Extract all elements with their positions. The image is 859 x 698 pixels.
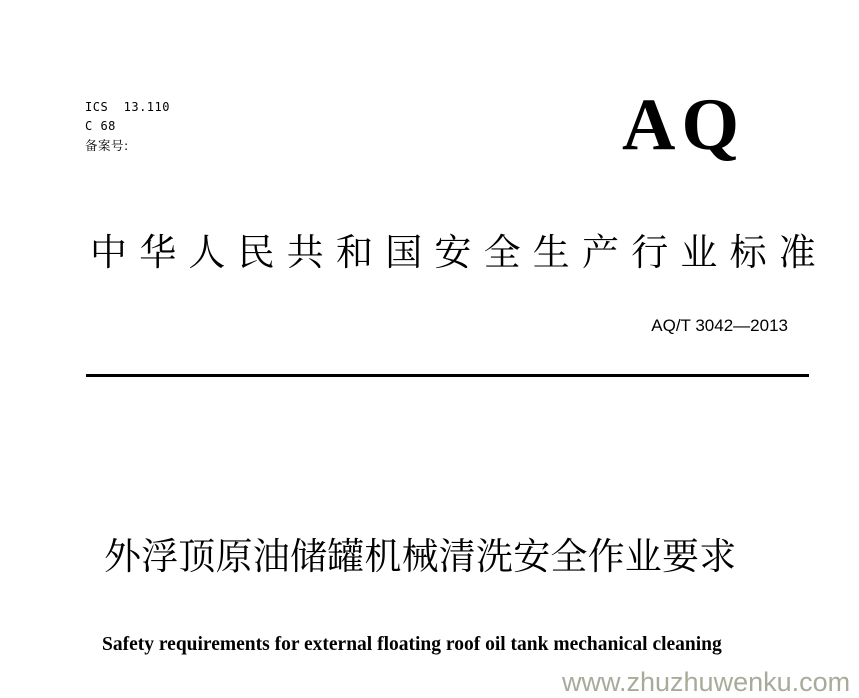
document-title-english: Safety requirements for external floating roof oil tank mechanical cleaning [102, 634, 722, 655]
ics-number: ICS 13.110 [85, 100, 170, 114]
watermark-url: www.zhuzhuwenku.com [562, 667, 851, 697]
ccs-number: C 68 [85, 119, 116, 133]
divider-line [86, 374, 809, 377]
standard-code: AQ/T 3042—2013 [651, 316, 788, 335]
classification-block [85, 98, 170, 155]
record-number-label: 备案号: [85, 138, 129, 153]
document-title-chinese: 外浮顶原油储罐机械清洗安全作业要求 [104, 535, 737, 578]
standard-category-title: 中华人民共和国安全生产行业标准 [90, 231, 828, 274]
aq-logo: AQ [622, 84, 745, 166]
